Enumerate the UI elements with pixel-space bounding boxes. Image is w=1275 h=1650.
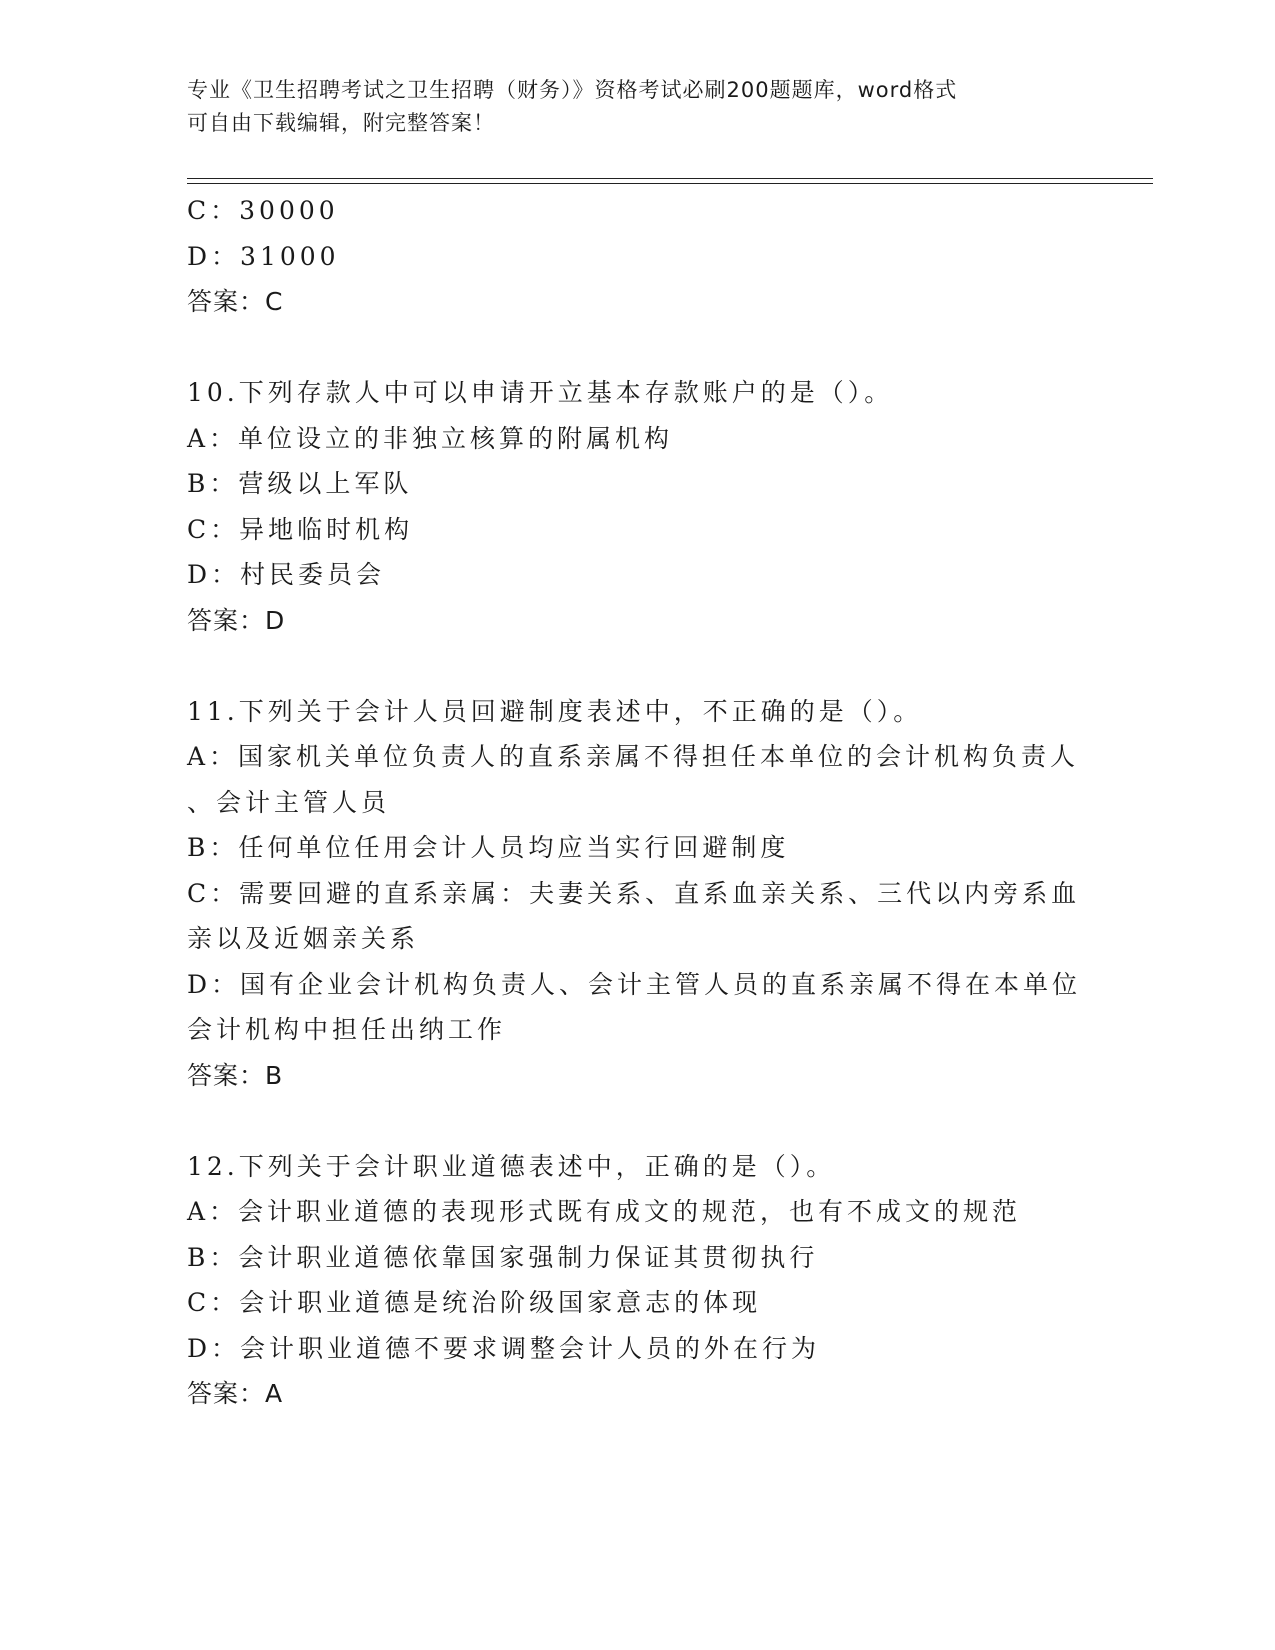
question-content [187,188,1087,1417]
question-stem: 10.下列存款人中可以申请开立基本存款账户的是（）。 [187,378,894,407]
option-b: B：营级以上军队 [187,469,413,498]
question-12 [187,1144,1087,1417]
spacer [187,1098,1087,1144]
question-10 [187,370,1087,643]
option-c: C：异地临时机构 [187,514,414,544]
question-stem: 12.下列关于会计职业道德表述中，正确的是（）。 [187,1151,836,1181]
question-stem: 11.下列关于会计人员回避制度表述中，不正确的是（）。 [187,696,923,726]
answer-line: 答案：B [187,1060,284,1090]
option-a: A：单位设立的非独立核算的附属机构 [187,423,674,453]
header-rule-top [187,178,1153,179]
option-c: C：会计职业道德是统治阶级国家意志的体现 [187,1288,762,1317]
document-header [187,74,1067,140]
option-d-continued: 会计机构中担任出纳工作 [187,1015,507,1044]
spacer [187,325,1087,371]
header-line-2: 可自由下载编辑，附完整答案！ [187,111,495,135]
answer-line: 答案：C [187,287,284,316]
header-rule-bottom [187,183,1153,184]
option-d: D：31000 [187,241,340,271]
option-d: D：会计职业道德不要求调整会计人员的外在行为 [187,1333,821,1363]
answer-line: 答案：A [187,1379,284,1408]
option-c: C：需要回避的直系亲属：夫妻关系、直系血亲关系、三代以内旁系血 [187,878,1081,908]
option-a: A：国家机关单位负责人的直系亲属不得担任本单位的会计机构负责人 [187,742,1080,771]
option-d: D：国有企业会计机构负责人、会计主管人员的直系亲属不得在本单位 [187,969,1082,999]
option-a: A：会计职业道德的表现形式既有成文的规范，也有不成文的规范 [187,1197,1022,1226]
option-a-continued: 、会计主管人员 [187,787,391,817]
question-9-continued [187,188,1087,325]
answer-line: 答案：D [187,605,286,635]
option-b: B：任何单位任用会计人员均应当实行回避制度 [187,833,790,862]
option-c: C：30000 [187,196,339,225]
question-11 [187,689,1087,1099]
option-d: D：村民委员会 [187,560,386,589]
spacer [187,643,1087,689]
header-line-1: 专业《卫生招聘考试之卫生招聘（财务）》资格考试必刷200题题库，word格式 [187,78,958,102]
option-b: B：会计职业道德依靠国家强制力保证其贯彻执行 [187,1242,819,1272]
option-c-continued: 亲以及近姻亲关系 [187,924,420,953]
